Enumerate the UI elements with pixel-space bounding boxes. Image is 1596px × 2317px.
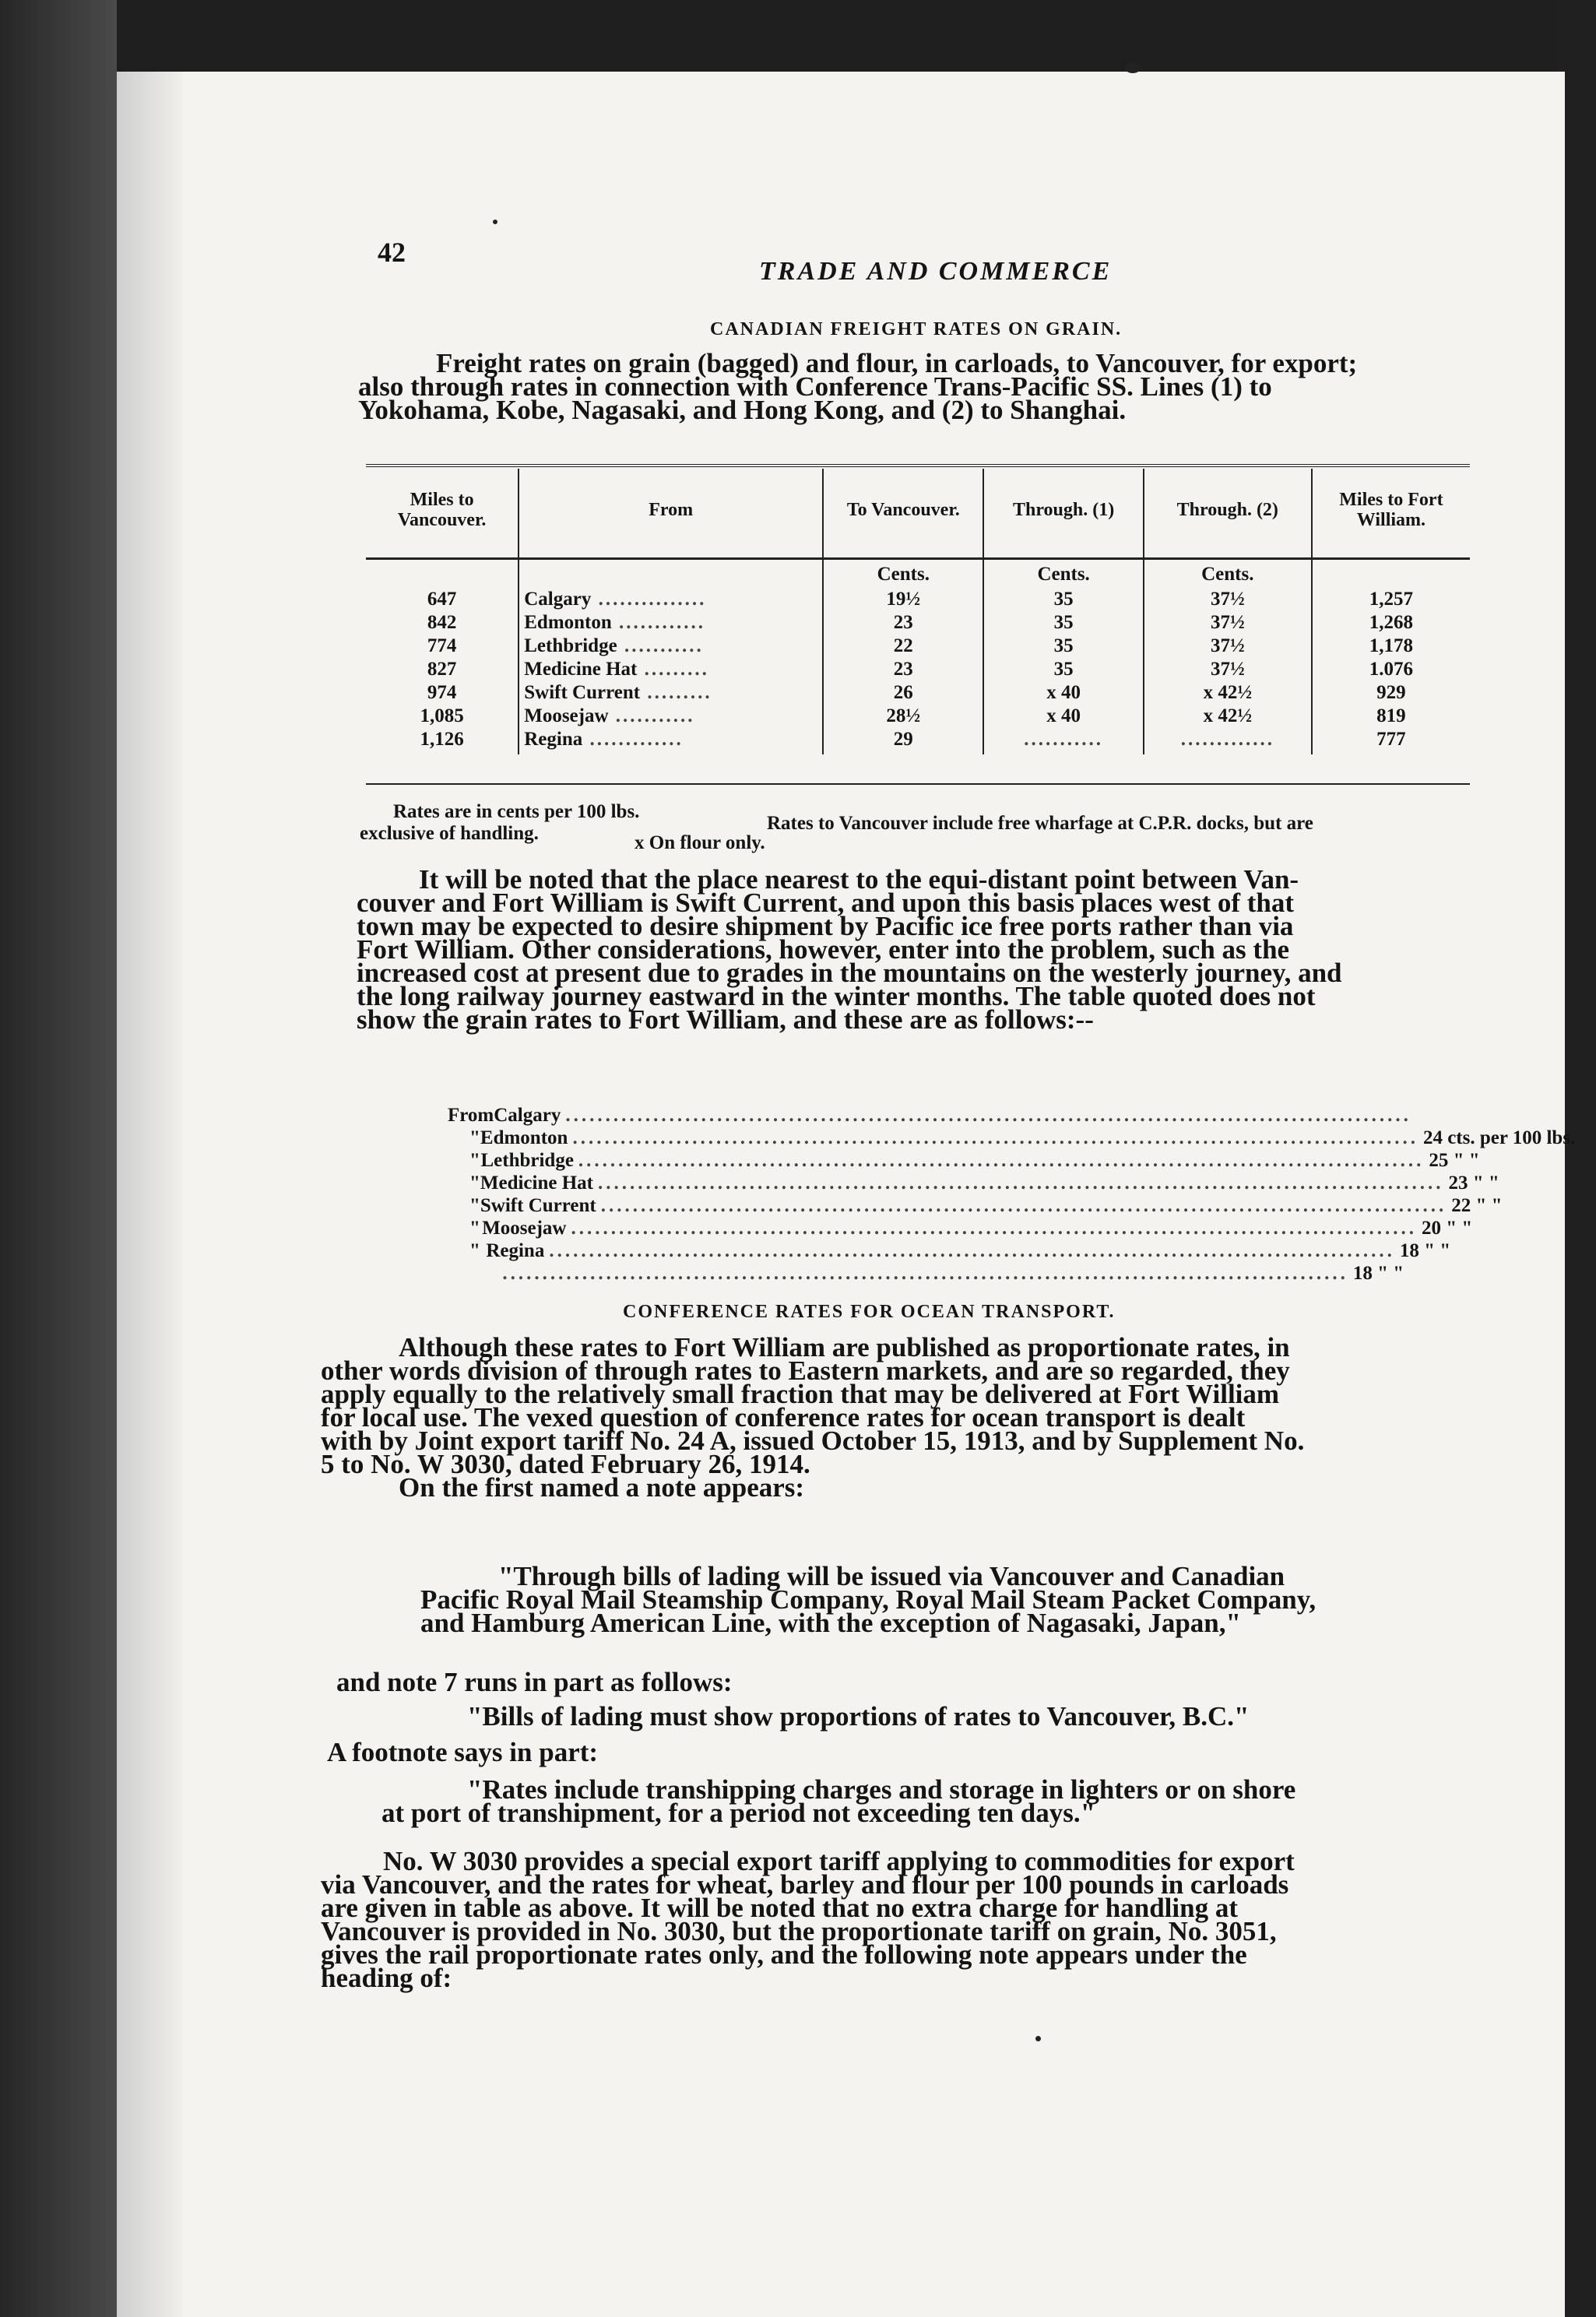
- list-rate: 23 " ": [1448, 1173, 1499, 1194]
- paragraph-line: via Vancouver, and the rates for wheat, barley and flour per 100 pounds in carloads: [321, 1869, 1289, 1900]
- list-place: Lethbridge: [480, 1150, 574, 1171]
- paragraph-line: gives the rail proportionate rates only, and the following note appears under the: [321, 1939, 1247, 1970]
- through-1-column: [983, 559, 1143, 755]
- list-place: Calgary: [494, 1105, 561, 1126]
- list-rate: 22 " ": [1451, 1195, 1503, 1216]
- paragraph-line: It will be noted that the place nearest to the equi-distant point between Van-: [419, 864, 1299, 895]
- to-vancouver-column: [823, 559, 983, 755]
- table-cell: 1,126: [420, 729, 464, 750]
- paragraph-line: couver and Fort William is Swift Current, and upon this basis places west of that: [357, 888, 1295, 918]
- list-item: [448, 1149, 1491, 1172]
- line-note-7: and note 7 runs in part as follows:: [336, 1667, 733, 1697]
- through-2-column: [1144, 559, 1312, 755]
- line-footnote: A footnote says in part:: [327, 1737, 599, 1767]
- leader-dots: ..........................................................................................................: [600, 1195, 1447, 1216]
- table-cell: 29: [893, 729, 913, 750]
- table-bottom-rule: [366, 783, 1470, 785]
- table-cell: 35: [1053, 635, 1074, 656]
- list-place: Edmonton: [480, 1127, 568, 1148]
- table-cell: 23: [893, 612, 913, 633]
- table-cell: 1,085: [420, 705, 464, 726]
- list-item: [448, 1172, 1499, 1194]
- scan-top-border: [0, 0, 1596, 74]
- leader-dots: ..........................................................................................................: [549, 1240, 1395, 1261]
- table-cell: x 40: [1046, 705, 1081, 726]
- units-label: Cents.: [877, 564, 930, 585]
- paragraph-conference-rates: [321, 1332, 1305, 1503]
- paragraph-line: increased cost at present due to grades in the mountains on the westerly journey, and: [357, 958, 1342, 988]
- quote-line: and Hamburg American Line, with the exception of Nagasaki, Japan,": [420, 1608, 1241, 1638]
- table-note-left-2: exclusive of handling.: [360, 823, 539, 844]
- header-miles-to-vancouver: Miles to Vancouver.: [366, 469, 519, 559]
- leader-dots: ..........................................................................................................: [578, 1150, 1425, 1171]
- table-cell: x 42½: [1203, 682, 1253, 703]
- table-cell: 929: [1376, 682, 1406, 703]
- leader-dots: ..........................................................................................................: [502, 1263, 1348, 1284]
- paragraph-line: show the grain rates to Fort William, and these are as follows:--: [357, 1004, 1094, 1035]
- quote-line: at port of transhipment, for a period not exceeding ten days.": [381, 1798, 1096, 1828]
- table-cell: 1,178: [1369, 635, 1414, 656]
- table-note-right-1: Rates to Vancouver include free wharfage at C.P.R. docks, but are: [767, 813, 1313, 834]
- list-item: [448, 1104, 1491, 1127]
- units-label: Cents.: [1037, 564, 1090, 585]
- table-cell: 22: [893, 635, 913, 656]
- paragraph-line: 5 to No. W 3030, dated February 26, 1914.: [321, 1449, 810, 1479]
- list-prefix: ": [469, 1127, 480, 1148]
- scan-speck: [1125, 62, 1141, 73]
- list-prefix: ": [469, 1195, 480, 1216]
- leader-dots: ..........................................................................................................: [572, 1127, 1418, 1148]
- running-head: TRADE AND COMMERCE: [759, 257, 1113, 286]
- section-title-freight-rates: CANADIAN FREIGHT RATES ON GRAIN.: [710, 319, 1123, 339]
- paragraph-line: the long railway journey eastward in the winter months. The table quoted does not: [357, 981, 1316, 1011]
- table-cell: 23: [893, 659, 913, 680]
- list-item: [448, 1217, 1491, 1239]
- paragraph-line: Fort William. Other considerations, however, enter into the problem, such as the: [357, 934, 1290, 965]
- from-column: [519, 559, 823, 755]
- intro-paragraph: [358, 348, 1358, 425]
- list-rate: 18 " ": [1352, 1263, 1404, 1284]
- header-to-vancouver: To Vancouver.: [823, 469, 983, 559]
- paragraph-line: No. W 3030 provides a special export tariff applying to commodities for export: [383, 1846, 1295, 1876]
- paragraph-line: On the first named a note appears:: [399, 1472, 805, 1503]
- header-through-2: Through. (2): [1144, 469, 1312, 559]
- table-cell: Calgary ...............: [524, 589, 707, 610]
- table-top-rule: [366, 464, 1470, 467]
- leader-dots: ..........................................................................................................: [598, 1173, 1444, 1194]
- page-number: 42: [378, 237, 406, 268]
- page-gutter-shadow: [117, 72, 183, 2317]
- list-rate: 24 cts. per 100 lbs.: [1422, 1127, 1576, 1148]
- list-item: [448, 1127, 1576, 1149]
- freight-rates-table: [366, 469, 1470, 754]
- table-body-row: [366, 559, 1470, 755]
- table-cell: 28½: [886, 705, 921, 726]
- paragraph-line: with by Joint export tariff No. 24 A, issued October 15, 1913, and by Supplement No.: [321, 1426, 1305, 1456]
- paragraph-line: apply equally to the relatively small fraction that may be delivered at Fort William: [321, 1379, 1280, 1409]
- leader-dots: ..........................................................................................................: [571, 1218, 1417, 1239]
- table-cell: 842: [427, 612, 457, 633]
- intro-line: also through rates in connection with Conference Trans-Pacific SS. Lines (1) to: [358, 371, 1272, 402]
- list-place: Moosejaw: [482, 1218, 567, 1239]
- table-cell: Regina .............: [524, 729, 684, 750]
- scan-left-border: [0, 0, 117, 2317]
- list-rate: 25 " ": [1429, 1150, 1480, 1171]
- quote-bills-of-lading: "Bills of lading must show proportions of rates to Vancouver, B.C.": [467, 1701, 1250, 1732]
- table-cell: 35: [1053, 612, 1074, 633]
- quote-line: "Rates include transhipping charges and storage in lighters or on shore: [467, 1774, 1296, 1805]
- list-place: Swift Current: [480, 1195, 596, 1216]
- table-cell: 37½: [1210, 659, 1245, 680]
- header-miles-to-fort-william: Miles to Fort William.: [1312, 469, 1470, 559]
- miles-fort-william-column: [1312, 559, 1470, 755]
- table-cell: 774: [427, 635, 457, 656]
- miles-column: [366, 559, 519, 755]
- table-cell: 19½: [886, 589, 921, 610]
- header-from: From: [519, 469, 823, 559]
- list-place: Regina: [486, 1240, 545, 1261]
- table-cell: Edmonton ............: [524, 612, 706, 633]
- quote-line: "Through bills of lading will be issued via Vancouver and Canadian: [498, 1561, 1285, 1591]
- table-cell: 1,268: [1369, 612, 1414, 633]
- table-cell: 37½: [1210, 612, 1245, 633]
- list-rate: 18 " ": [1399, 1240, 1451, 1261]
- table-cell: x 42½: [1203, 705, 1253, 726]
- leader-dots: ..........................................................................................................: [565, 1105, 1411, 1126]
- table-note-right-2: x On flour only.: [635, 832, 765, 853]
- list-place: Medicine Hat: [480, 1173, 593, 1194]
- quote-through-bills: [420, 1561, 1317, 1638]
- table-cell: 777: [1376, 729, 1406, 750]
- list-prefix: ": [469, 1173, 480, 1194]
- table-cell: Moosejaw ...........: [524, 705, 695, 726]
- table-cell: 974: [427, 682, 457, 703]
- leader-dots: .............: [1180, 729, 1274, 750]
- table-cell: Medicine Hat .........: [524, 659, 709, 680]
- table-cell: Lethbridge ...........: [524, 635, 704, 656]
- paragraph-line: are given in table as above. It will be noted that no extra charge for handling at: [321, 1893, 1239, 1923]
- fort-william-rates-list: [448, 1104, 1576, 1285]
- leader-dots: ...........: [1024, 729, 1103, 750]
- table-cell: 26: [893, 682, 913, 703]
- table-cell: 819: [1376, 705, 1406, 726]
- paragraph-line: heading of:: [321, 1963, 452, 1993]
- section-title-conference-rates: CONFERENCE RATES FOR OCEAN TRANSPORT.: [623, 1302, 1116, 1322]
- units-label: Cents.: [1201, 564, 1254, 585]
- scan-speck: [493, 220, 497, 224]
- intro-line: Freight rates on grain (bagged) and flour, in carloads, to Vancouver, for export;: [436, 348, 1358, 378]
- list-item: [448, 1194, 1503, 1217]
- paragraph-line: Although these rates to Fort William are published as proportionate rates, in: [399, 1332, 1290, 1362]
- header-through-1: Through. (1): [983, 469, 1143, 559]
- paragraph-line: Vancouver is provided in No. 3030, but the proportionate tariff on grain, No. 3051,: [321, 1916, 1277, 1946]
- paragraph-w3030: [321, 1846, 1295, 1993]
- table-header-row: [366, 469, 1470, 559]
- table-cell: 647: [427, 589, 457, 610]
- list-prefix: From: [448, 1105, 494, 1126]
- table-cell: x 40: [1046, 682, 1081, 703]
- list-prefix: ": [469, 1240, 480, 1261]
- table-cell: 1,257: [1369, 589, 1414, 610]
- table-cell: 37½: [1210, 635, 1245, 656]
- table-cell: 35: [1053, 659, 1074, 680]
- quote-transhipping: [381, 1774, 1296, 1828]
- paragraph-line: other words division of through rates to Eastern markets, and are so regarded, they: [321, 1355, 1290, 1386]
- list-prefix: ": [469, 1218, 480, 1239]
- table-note-left-1: Rates are in cents per 100 lbs.: [393, 801, 640, 822]
- table-cell: Swift Current .........: [524, 682, 712, 703]
- table-cell: 827: [427, 659, 457, 680]
- table-cell: 37½: [1210, 589, 1245, 610]
- table-cell: 1.076: [1369, 659, 1414, 680]
- list-item: [448, 1262, 1491, 1285]
- paragraph-line: town may be expected to desire shipment by Pacific ice free ports rather than via: [357, 911, 1294, 941]
- list-item: [448, 1239, 1491, 1262]
- list-rate: 20 " ": [1422, 1218, 1473, 1239]
- scan-speck: [1035, 2036, 1041, 2041]
- quote-line: Pacific Royal Mail Steamship Company, Royal Mail Steam Packet Company,: [420, 1584, 1317, 1615]
- list-prefix: ": [469, 1150, 480, 1171]
- paragraph-line: for local use. The vexed question of conference rates for ocean transport is dealt: [321, 1402, 1246, 1433]
- table-cell: 35: [1053, 589, 1074, 610]
- paragraph-swift-current: [357, 864, 1342, 1035]
- intro-line: Yokohama, Kobe, Nagasaki, and Hong Kong, and (2) to Shanghai.: [358, 395, 1127, 425]
